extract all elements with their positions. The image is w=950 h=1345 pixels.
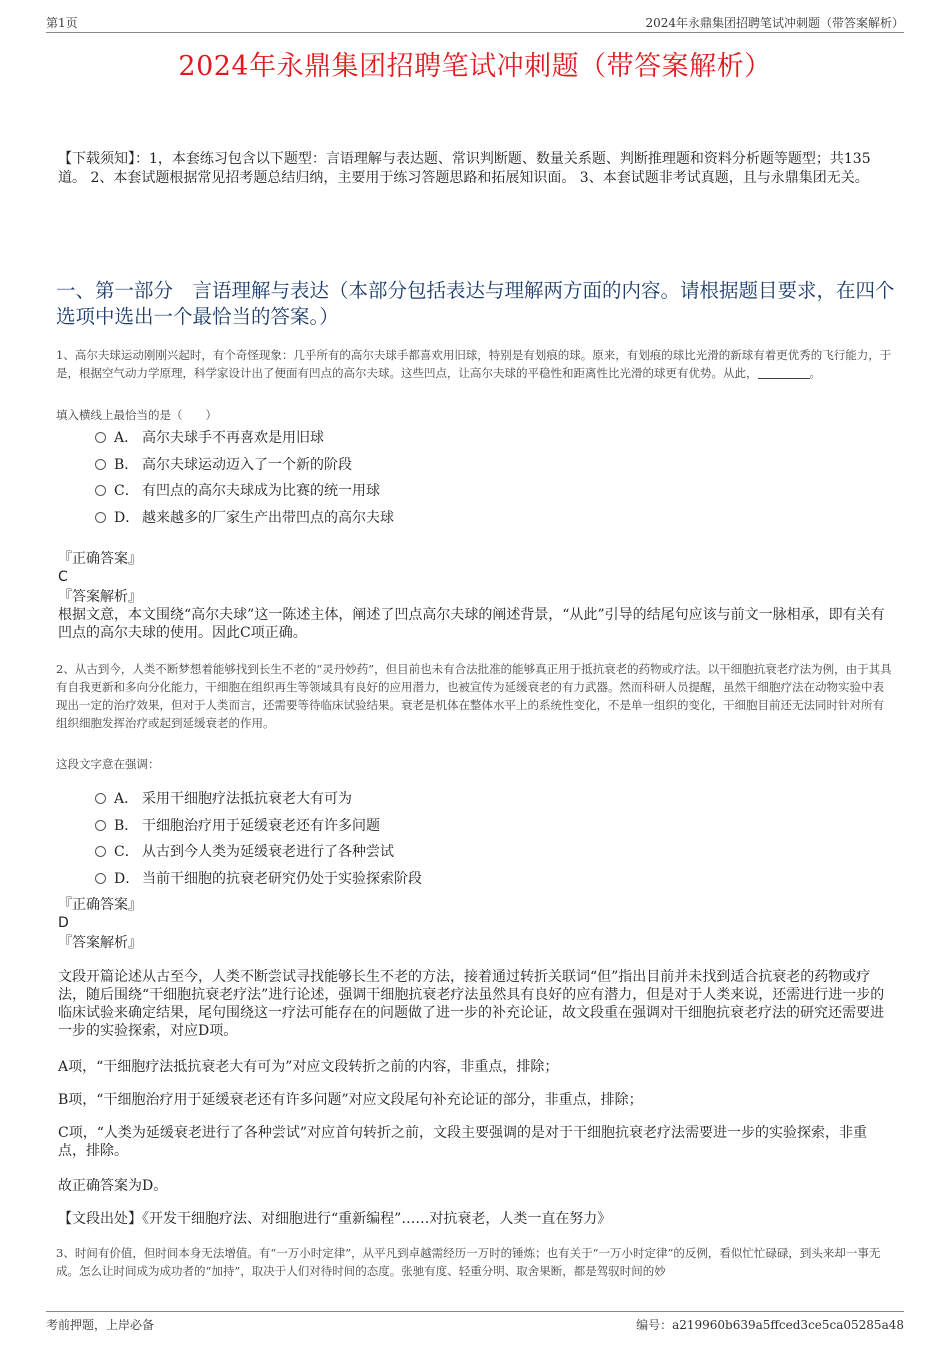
question-3-stem: 3、时间有价值，但时间本身无法增值。有“一万小时定律”，从平凡到卓越需经历一万时的锤炼；也有关于“一万小时定律”的反例，看似忙忙碌碌，到头来却一事无成。怎么让时间成为成功者的“加持”，取决于人们对待时间的态度。张驰有度、轻重分明、取舍果断，都是驾驭时间的妙: [56, 1246, 881, 1278]
analysis-paragraph: C项，“人类为延缓衰老进行了各种尝试”对应首句转折之前，文段主要强调的是对于干细胞抗衰老疗法需要进一步的实验探索，非重点，排除。: [58, 1125, 868, 1159]
question-2-prompt: 这段文字意在强调：: [56, 757, 160, 771]
question-1-stem: 1、高尔夫球运动刚刚兴起时，有个奇怪现象：几乎所有的高尔夫球手都喜欢用旧球，特别是有划痕的球。原来，有划痕的球比光滑的新球有着更优秀的飞行能力，于是，根据空气动力学原理，科学家设计出了便面有凹点的高尔夫球。这些凹点，让高尔夫球的平稳性和距离性比光滑的球更有优势。从此， 。: [56, 348, 892, 380]
analysis-paragraph: 故正确答案为D。: [58, 1178, 168, 1194]
question-1-options: [95, 425, 895, 531]
source-citation: 【文段出处】《开发干细胞疗法、对细胞进行“重新编程”……对抗衰老，人类一直在努力》: [58, 1211, 612, 1227]
section-heading: 一、第一部分 言语理解与表达（本部分包括表达与理解两方面的内容。请根据题目要求，在四个选项中选出一个最恰当的答案。）: [56, 279, 895, 328]
option-c[interactable]: C． 从古到今人类为延缓衰老进行了各种尝试: [95, 839, 895, 866]
page-title: 2024年永鼎集团招聘笔试冲刺题（带答案解析）: [178, 51, 772, 82]
analysis-label: 『答案解析』: [58, 589, 142, 605]
answer-label: 『正确答案』: [58, 551, 142, 567]
header-doc-title: 2024年永鼎集团招聘笔试冲刺题（带答案解析）: [645, 16, 904, 30]
option-a[interactable]: A． 采用干细胞疗法抵抗衰老大有可为: [95, 786, 895, 813]
radio-icon[interactable]: [95, 873, 106, 884]
option-a[interactable]: A． 高尔夫球手不再喜欢是用旧球: [95, 425, 895, 452]
radio-icon[interactable]: [95, 432, 106, 443]
page-footer: [46, 1311, 904, 1330]
correct-answer: D: [58, 915, 69, 931]
document-id: 编号：a219960b639a5ffced3ce5ca05285a48: [636, 1318, 904, 1332]
fill-blank: [758, 366, 810, 379]
option-b[interactable]: B． 干细胞治疗用于延缓衰老还有许多问题: [95, 813, 895, 840]
question-2-stem: 2、从古到今，人类不断梦想着能够找到长生不老的“灵丹妙药”，但目前也未有合法批准的能够真正用于抵抗衰老的药物或疗法。以干细胞抗衰老疗法为例，由于其具有自我更新和多向分化能力，干细胞在组织再生等领域具有良好的应用潜力，也被宣传为延缓衰老的有力武器。然而科研人员提醒，虽然干细胞疗法在动物实验中表现出一定的治疗效果，但对于人类而言，还需要等待临床试验结果。衰老是机体在整体水平上的系统性变化，不是单一组织的变化，干细胞目前还无法同时针对所有组织细胞发挥治疗或起到延缓衰老的作用。: [56, 662, 892, 730]
page-header: [46, 14, 904, 33]
analysis-text: 根据文意，本文围绕“高尔夫球”这一陈述主体，阐述了凹点高尔夫球的阐述背景，“从此”引导的结尾句应该与前文一脉相承，即有关有凹点的高尔夫球的使用。因此C项正确。: [58, 607, 885, 641]
radio-icon[interactable]: [95, 485, 106, 496]
analysis-paragraph: B项，“干细胞治疗用于延缓衰老还有许多问题”对应文段尾句补充论证的部分，非重点，排除；: [58, 1092, 643, 1108]
download-notice: 【下载须知】：1，本套练习包含以下题型：言语理解与表达题、常识判断题、数量关系题、判断推理题和资料分析题等题型；共135道。 2、本套试题根据常见招考题总结归纳，主要用于练习答题思路和拓展知识面。 3、本套试题非考试真题，且与永鼎集团无关。: [58, 151, 871, 186]
question-1-prompt: 填入横线上最恰当的是（ ）: [56, 408, 217, 422]
radio-icon[interactable]: [95, 793, 106, 804]
option-d[interactable]: D． 当前干细胞的抗衰老研究仍处于实验探索阶段: [95, 866, 895, 893]
footer-slogan: 考前押题，上岸必备: [46, 1318, 155, 1332]
option-b[interactable]: B． 高尔夫球运动迈入了一个新的阶段: [95, 452, 895, 479]
correct-answer: C: [58, 569, 68, 585]
option-c[interactable]: C． 有凹点的高尔夫球成为比赛的统一用球: [95, 478, 895, 505]
radio-icon[interactable]: [95, 820, 106, 831]
radio-icon[interactable]: [95, 846, 106, 857]
radio-icon[interactable]: [95, 459, 106, 470]
radio-icon[interactable]: [95, 512, 106, 523]
answer-label: 『正确答案』: [58, 897, 142, 913]
question-2-options: [95, 786, 895, 892]
analysis-paragraph: 文段开篇论述从古至今，人类不断尝试寻找能够长生不老的方法，接着通过转折关联词“但”指出目前并未找到适合抗衰老的药物或疗法，随后围绕“干细胞抗衰老疗法”进行论述，强调干细胞抗衰老疗法虽然具有良好的应有潜力，但是对于人类来说，还需进行进一步的临床试验来确定结果，尾句围绕这一疗法可能存在的问题做了进一步的补充论证，故文段重在强调对干细胞抗衰老疗法的研究还需要进一步的实验探索，对应D项。: [58, 969, 885, 1039]
analysis-paragraph: A项，“干细胞疗法抵抗衰老大有可为”对应文段转折之前的内容，非重点，排除；: [58, 1059, 559, 1075]
option-d[interactable]: D． 越来越多的厂家生产出带凹点的高尔夫球: [95, 505, 895, 532]
analysis-label: 『答案解析』: [58, 935, 142, 951]
page-number: 第1页: [46, 16, 78, 30]
